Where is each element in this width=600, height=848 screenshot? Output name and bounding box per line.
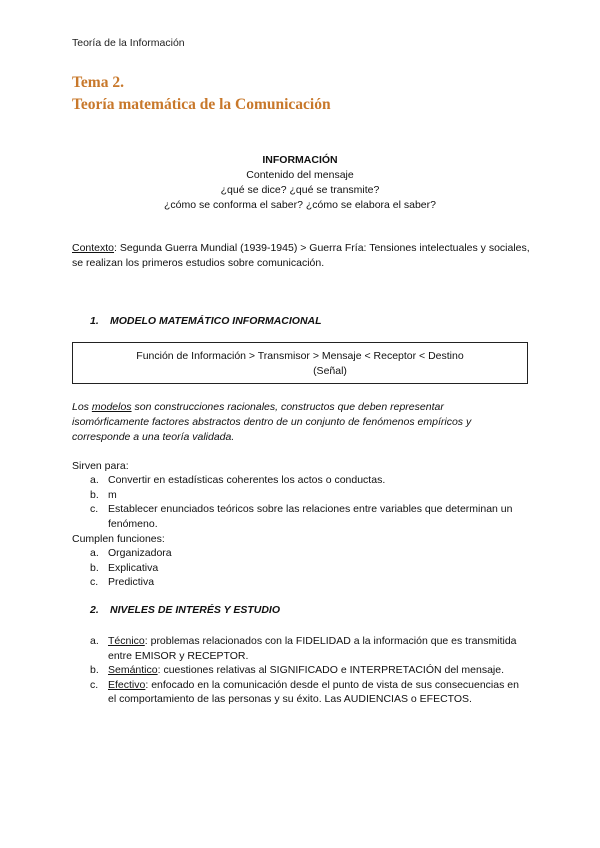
section-1-title: MODELO MATEMÁTICO INFORMACIONAL <box>110 315 322 327</box>
serve-for-list <box>90 473 530 531</box>
list-item <box>90 575 530 590</box>
list-marker: a. <box>90 635 99 647</box>
levels-list <box>90 634 530 707</box>
list-text: Organizadora <box>108 547 172 559</box>
level-term: Efectivo <box>108 678 146 691</box>
level-text: : enfocado en la comunicación desde el punto de vista de sus consecuencias en el comportamiento de las personas y su éxito. Las AUDIENCIAS o EFECTOS. <box>108 678 519 705</box>
list-text <box>108 663 530 678</box>
section-2-number: 2. <box>90 604 99 616</box>
context-text: : Segunda Guerra Mundial (1939-1945) > Guerra Fría: Tensiones intelectuales y sociales, se realizan los primeros estudios sobre comunicación. <box>72 242 530 269</box>
list-item <box>90 634 530 663</box>
level-text: : cuestiones relativas al SIGNIFICADO e INTERPRETACIÓN del mensaje. <box>157 664 505 676</box>
list-text: Explicativa <box>108 561 159 574</box>
functions-list <box>90 546 530 590</box>
list-text <box>108 678 530 707</box>
list-marker: a. <box>90 547 99 559</box>
functions-label: Cumplen funciones: <box>72 533 165 545</box>
list-marker: b. <box>90 664 99 676</box>
models-text: son construcciones racionales, constructos que deben representar isomórficamente factores abstractos dentro de un conjunto de fenómenos empíricos y corresponde a una teoría validada. <box>72 401 472 443</box>
list-marker: c. <box>90 503 99 515</box>
list-item <box>90 473 530 488</box>
section-2-heading <box>90 604 280 616</box>
list-item <box>90 546 530 561</box>
list-marker: c. <box>90 678 99 691</box>
context-paragraph <box>72 241 530 271</box>
page-header: Teoría de la Información <box>72 37 185 49</box>
models-keyword: modelos <box>91 401 132 413</box>
list-marker: b. <box>90 561 99 574</box>
list-item <box>90 561 530 576</box>
level-term: Técnico <box>108 635 145 647</box>
list-marker: a. <box>90 474 99 486</box>
section-1-number: 1. <box>90 315 99 327</box>
info-line-1: Contenido del mensaje <box>246 169 354 181</box>
list-text: Convertir en estadísticas coherentes los actos o conductas. <box>108 474 386 486</box>
page-title-line2: Teoría matemática de la Comunicación <box>72 96 331 113</box>
list-text: m <box>108 488 117 501</box>
list-marker: c. <box>90 576 99 588</box>
info-heading: INFORMACIÓN <box>262 154 338 166</box>
section-2-title: NIVELES DE INTERÉS Y ESTUDIO <box>110 604 280 616</box>
page-title-line1: Tema 2. <box>72 74 124 91</box>
list-marker: b. <box>90 488 99 501</box>
section-1-heading <box>90 315 322 327</box>
list-text: Predictiva <box>108 576 155 588</box>
list-item <box>90 488 530 503</box>
model-box-line1: Función de Información > Transmisor > Mensaje < Receptor < Destino <box>136 350 464 362</box>
context-label: Contexto <box>72 242 115 254</box>
models-prefix: Los <box>72 401 92 413</box>
serve-for-label: Sirven para: <box>72 460 129 472</box>
model-box-line2: (Señal) <box>313 365 347 377</box>
level-term: Semántico <box>108 664 158 676</box>
list-item <box>90 502 530 531</box>
info-line-3: ¿cómo se conforma el saber? ¿cómo se elabora el saber? <box>164 199 436 211</box>
model-box <box>72 342 528 384</box>
level-text: : problemas relacionados con la FIDELIDAD a la información que es transmitida entre EMISOR y RECEPTOR. <box>108 635 517 662</box>
list-item <box>90 678 530 707</box>
models-definition <box>72 400 512 445</box>
list-text: Establecer enunciados teóricos sobre las relaciones entre variables que determinan un fenómeno. <box>108 503 513 530</box>
list-text <box>108 634 530 663</box>
info-line-2: ¿qué se dice? ¿qué se transmite? <box>220 184 380 196</box>
list-item <box>90 663 530 678</box>
